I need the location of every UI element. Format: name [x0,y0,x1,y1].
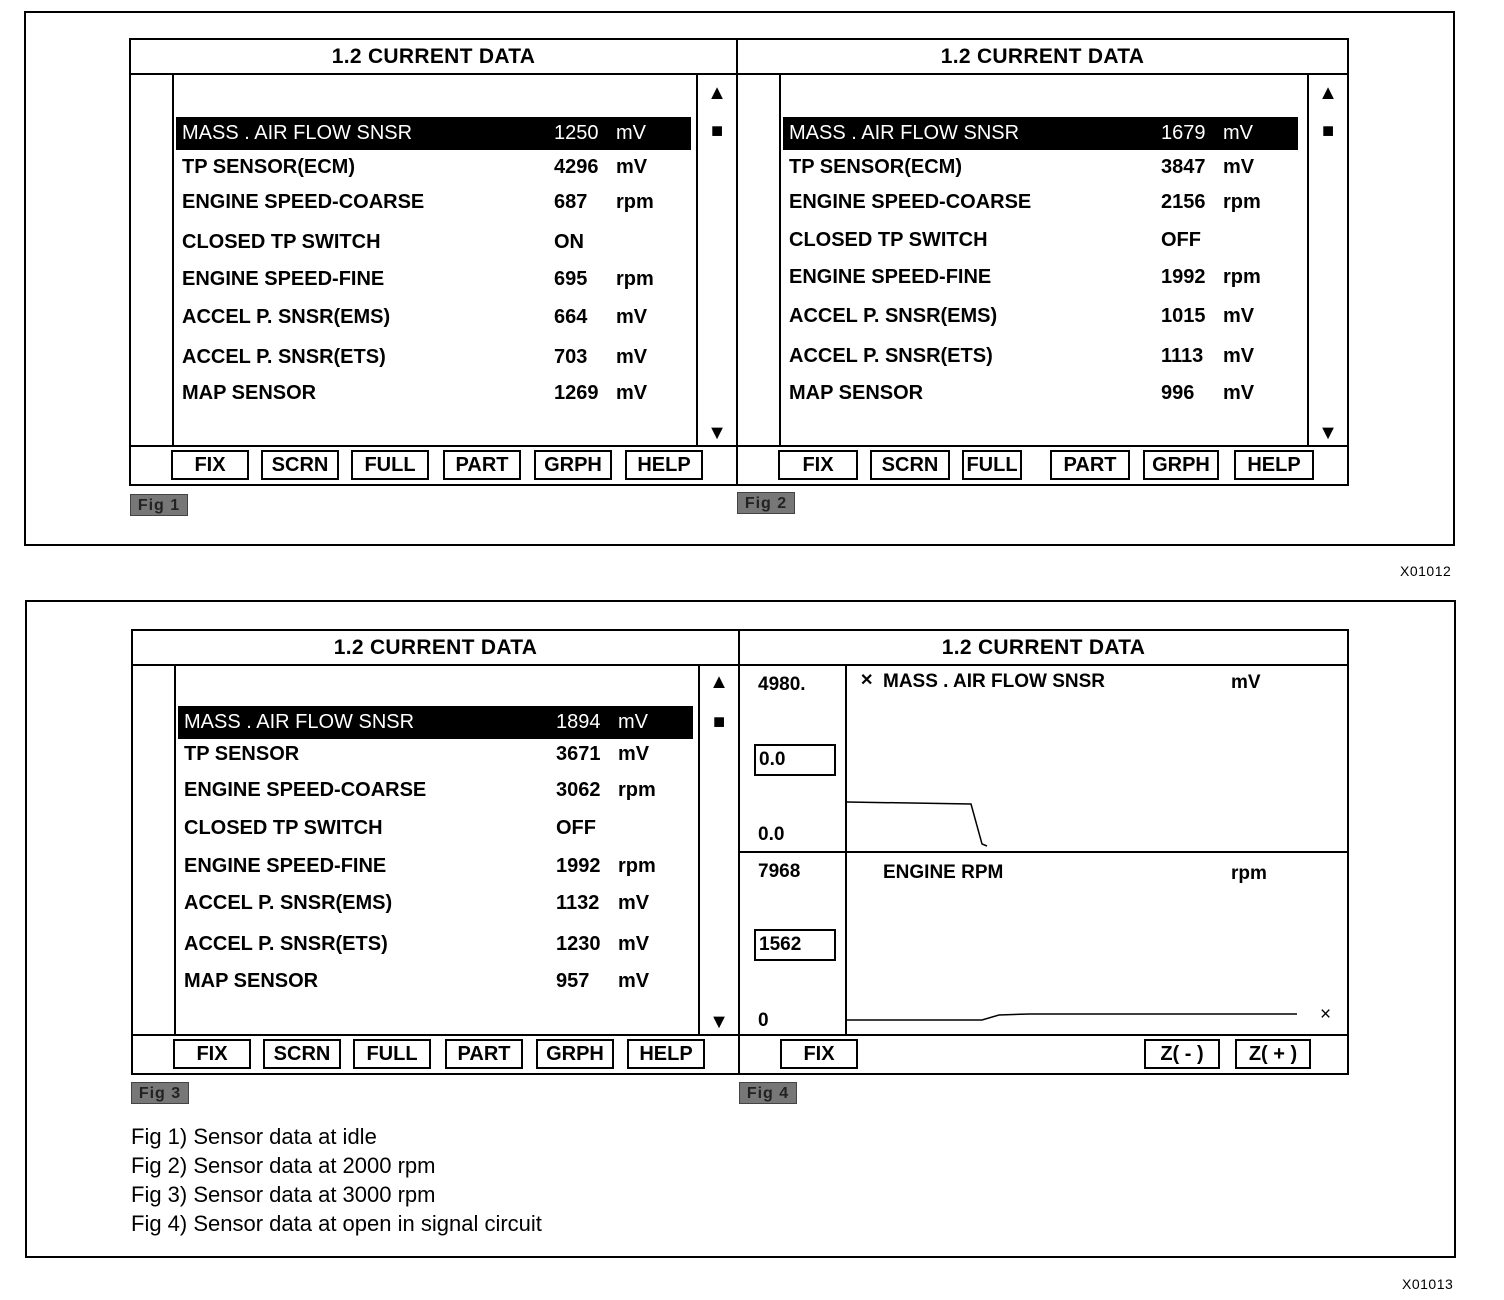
data-row[interactable]: CLOSED TP SWITCH OFF [184,817,596,839]
function-key-bar [131,445,736,484]
data-row[interactable]: ENGINE SPEED-FINE 695 rpm [182,268,654,290]
caption-fig2: Fig 2) Sensor data at 2000 rpm [131,1153,436,1178]
part-button[interactable]: PART [443,450,521,480]
function-key-bar [740,1034,1347,1073]
maf-channel-label: MASS . AIR FLOW SNSR [883,671,1106,692]
data-row[interactable]: ACCEL P. SNSR(ETS) 1113 mV [789,345,1255,367]
help-button[interactable]: HELP [625,450,703,480]
current-data-screen-fig2 [736,38,1349,486]
data-list [172,75,695,447]
current-data-screen-fig1 [129,38,738,486]
data-row[interactable]: ACCEL P. SNSR(EMS) 1015 mV [789,305,1255,327]
data-row[interactable]: ACCEL P. SNSR(EMS) 664 mV [182,306,648,328]
caption-fig3: Fig 3) Sensor data at 3000 rpm [131,1182,436,1207]
caption-fig4: Fig 4) Sensor data at open in signal circuit [131,1211,542,1236]
data-row[interactable]: ENGINE SPEED-COARSE 687 rpm [182,191,654,213]
data-row-selected[interactable]: MASS . AIR FLOW SNSR 1679 mV [783,117,1298,150]
data-row[interactable]: ACCEL P. SNSR(ETS) 703 mV [182,346,648,368]
data-row[interactable]: ENGINE SPEED-COARSE 3062 rpm [184,779,656,801]
zoom-in-button[interactable]: Z( + ) [1235,1039,1311,1069]
scrollbar[interactable] [696,75,736,447]
grph-button[interactable]: GRPH [534,450,612,480]
fix-button[interactable]: FIX [171,450,249,480]
grph-button[interactable]: GRPH [1143,450,1219,480]
data-row[interactable]: TP SENSOR 3671 mV [184,743,650,765]
part-button[interactable]: PART [445,1039,523,1069]
scrn-button[interactable]: SCRN [870,450,950,480]
figure-code-top: X01012 [1400,563,1452,579]
scroll-up-icon[interactable]: ▲ [707,82,727,104]
current-data-screen-fig3 [131,629,740,1075]
part-button[interactable]: PART [1050,450,1130,480]
maf-scale-min: 0.0 [758,824,785,845]
help-button[interactable]: HELP [627,1039,705,1069]
scroll-up-icon[interactable]: ▲ [709,671,729,693]
scrollbar[interactable] [698,666,738,1036]
data-row[interactable]: ENGINE SPEED-COARSE 2156 rpm [789,191,1261,213]
maf-trace-line [847,802,987,846]
fig4-tag: Fig 4 [739,1082,797,1104]
function-key-bar [133,1034,738,1073]
scroll-down-icon[interactable]: ▼ [1318,422,1338,444]
rpm-channel-label: ENGINE RPM [883,862,1004,883]
scroll-thumb-icon[interactable]: ■ [1321,120,1335,142]
help-button[interactable]: HELP [1234,450,1314,480]
scroll-thumb-icon[interactable]: ■ [710,120,724,142]
scroll-down-icon[interactable]: ▼ [709,1011,729,1033]
rpm-unit: rpm [1231,863,1267,884]
screen-title: 1.2 CURRENT DATA [133,631,738,666]
data-list [174,666,697,1036]
full-button[interactable]: FULL [353,1039,431,1069]
fig1-tag: Fig 1 [130,494,188,516]
data-row[interactable]: CLOSED TP SWITCH OFF [789,229,1201,251]
rpm-scale-max: 7968 [758,861,801,882]
scroll-thumb-icon[interactable]: ■ [712,711,726,733]
maf-unit: mV [1231,672,1261,693]
zoom-out-button[interactable]: Z( - ) [1144,1039,1220,1069]
gutter [738,75,781,447]
data-list [779,75,1302,447]
gutter [133,666,176,1036]
graph-screen-fig4 [738,629,1349,1075]
maf-marker-icon: ✕ [860,672,874,689]
screen-title: 1.2 CURRENT DATA [131,40,736,75]
scrn-button[interactable]: SCRN [263,1039,341,1069]
data-row-selected[interactable]: MASS . AIR FLOW SNSR 1250 mV [176,117,691,150]
screen-title: 1.2 CURRENT DATA [738,40,1347,75]
scrollbar[interactable] [1307,75,1347,447]
rpm-trace-line [847,1014,1297,1020]
data-row[interactable]: MAP SENSOR 996 mV [789,382,1255,404]
data-row-selected[interactable]: MASS . AIR FLOW SNSR 1894 mV [178,706,693,739]
data-row[interactable]: MAP SENSOR 957 mV [184,970,650,992]
data-row[interactable]: ENGINE SPEED-FINE 1992 rpm [184,855,656,877]
full-button[interactable]: FULL [351,450,429,480]
fig2-tag: Fig 2 [737,492,795,514]
rpm-end-marker-icon: × [1320,1004,1332,1025]
fix-button[interactable]: FIX [780,1039,858,1069]
function-key-bar [738,445,1347,484]
full-button[interactable]: FULL [962,450,1022,480]
graph-traces [847,666,1347,1038]
data-row[interactable]: CLOSED TP SWITCH ON [182,231,584,253]
data-row[interactable]: ACCEL P. SNSR(EMS) 1132 mV [184,892,650,914]
data-row[interactable]: MAP SENSOR 1269 mV [182,382,648,404]
data-row[interactable]: TP SENSOR(ECM) 3847 mV [789,156,1255,178]
grph-button[interactable]: GRPH [536,1039,614,1069]
scroll-up-icon[interactable]: ▲ [1318,82,1338,104]
fix-button[interactable]: FIX [778,450,858,480]
maf-current-value: 0.0 [754,744,836,776]
maf-scale-max: 4980. [758,674,806,695]
scrn-button[interactable]: SCRN [261,450,339,480]
data-row[interactable]: ENGINE SPEED-FINE 1992 rpm [789,266,1261,288]
data-row[interactable]: TP SENSOR(ECM) 4296 mV [182,156,648,178]
fig3-tag: Fig 3 [131,1082,189,1104]
gutter [131,75,174,447]
rpm-scale-min: 0 [758,1010,769,1031]
graph-area [740,666,1347,1036]
scroll-down-icon[interactable]: ▼ [707,422,727,444]
fix-button[interactable]: FIX [173,1039,251,1069]
screen-title: 1.2 CURRENT DATA [740,631,1347,666]
rpm-current-value: 1562 [754,929,836,961]
caption-fig1: Fig 1) Sensor data at idle [131,1124,377,1149]
figure-code-bottom: X01013 [1402,1276,1454,1292]
data-row[interactable]: ACCEL P. SNSR(ETS) 1230 mV [184,933,650,955]
